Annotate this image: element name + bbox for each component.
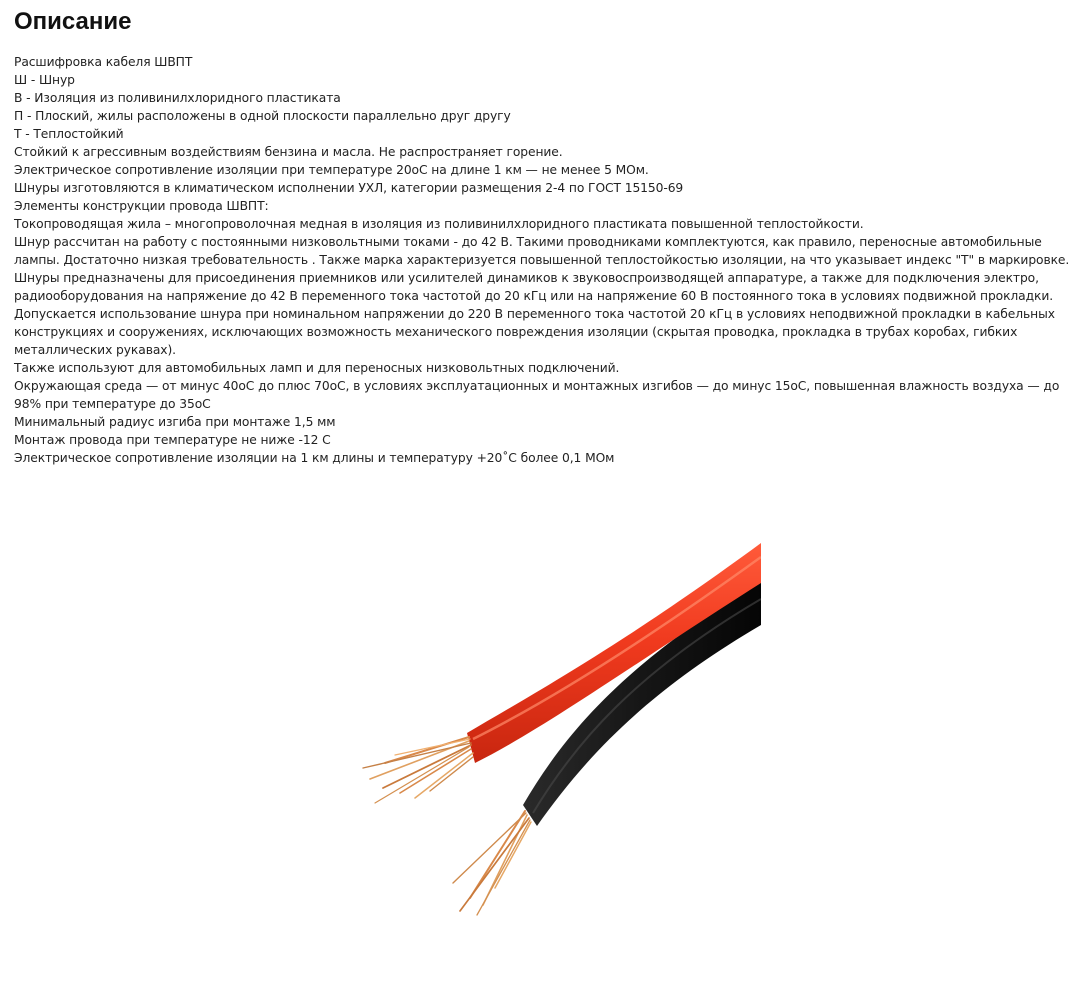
- description-line: Токопроводящая жила – многопроволочная медная в изоляция из поливинилхлоридного пластиката повышенной теплостойкости.: [14, 217, 864, 231]
- description-line: В - Изоляция из поливинилхлоридного пластиката: [14, 91, 341, 105]
- description-line: Минимальный радиус изгиба при монтаже 1,5 мм: [14, 415, 336, 429]
- description-line: Расшифровка кабеля ШВПТ: [14, 55, 193, 69]
- description-text: [14, 53, 1076, 467]
- description-paragraph: Шнур рассчитан на работу с постоянными низковольтными токами - до 42 В. Такими проводниками комплектуются, как правило, переносные автомобильные лампы. Достаточно низкая требовательность . Также марка характеризуется повышенной теплостойкостью изоляции, на что указывает индекс "Т" в маркировке.: [14, 235, 1070, 267]
- description-line: Также используют для автомобильных ламп и для переносных низковольтных подключений.: [14, 361, 620, 375]
- red-copper-strands: [363, 737, 473, 803]
- description-line: П - Плоский, жилы расположены в одной плоскости параллельно друг другу: [14, 109, 511, 123]
- black-copper-strands: [453, 811, 531, 915]
- cable-product-image: [355, 543, 761, 918]
- description-line: Элементы конструкции провода ШВПТ:: [14, 199, 269, 213]
- description-line: Электрическое сопротивление изоляции при температуре 20oC на длине 1 км — не менее 5 МОм.: [14, 163, 649, 177]
- description-paragraph: Окружающая среда — от минус 40oC до плюс 70oC, в условиях эксплуатационных и монтажных изгибов — до минус 15oC, повышенная влажность воздуха — до 98% при температуре до 35oC: [14, 379, 1060, 411]
- description-paragraph: Шнуры предназначены для присоединения приемников или усилителей динамиков к звуковоспроизводящей аппаратуре, а также для подключения электро, радиооборудования на напряжение до 42 В переменного тока частотой до 20 кГц или на напряжение 60 В постоянного тока в условиях подвижной прокладки. Допускается использование шнура при номинальном напряжении до 220 В переменного тока частотой 20 кГц в условиях неподвижной прокладки в кабельных конструкциях и сооружениях, исключающих возможность механического повреждения изоляции (скрытая проводка, прокладка в трубах коробах, гибких металлических рукавах).: [14, 271, 1055, 357]
- description-line: Стойкий к агрессивным воздействиям бензина и масла. Не распространяет горение.: [14, 145, 563, 159]
- description-line: Т - Теплостойкий: [14, 127, 124, 141]
- description-line: Электрическое сопротивление изоляции на 1 км длины и температуру +20˚С более 0,1 МОм: [14, 451, 615, 465]
- section-title: Описание: [14, 8, 132, 35]
- description-line: Шнуры изготовляются в климатическом исполнении УХЛ, категории размещения 2-4 по ГОСТ 15150-69: [14, 181, 684, 195]
- description-line: Ш - Шнур: [14, 73, 75, 87]
- description-line: Монтаж провода при температуре не ниже -12 С: [14, 433, 331, 447]
